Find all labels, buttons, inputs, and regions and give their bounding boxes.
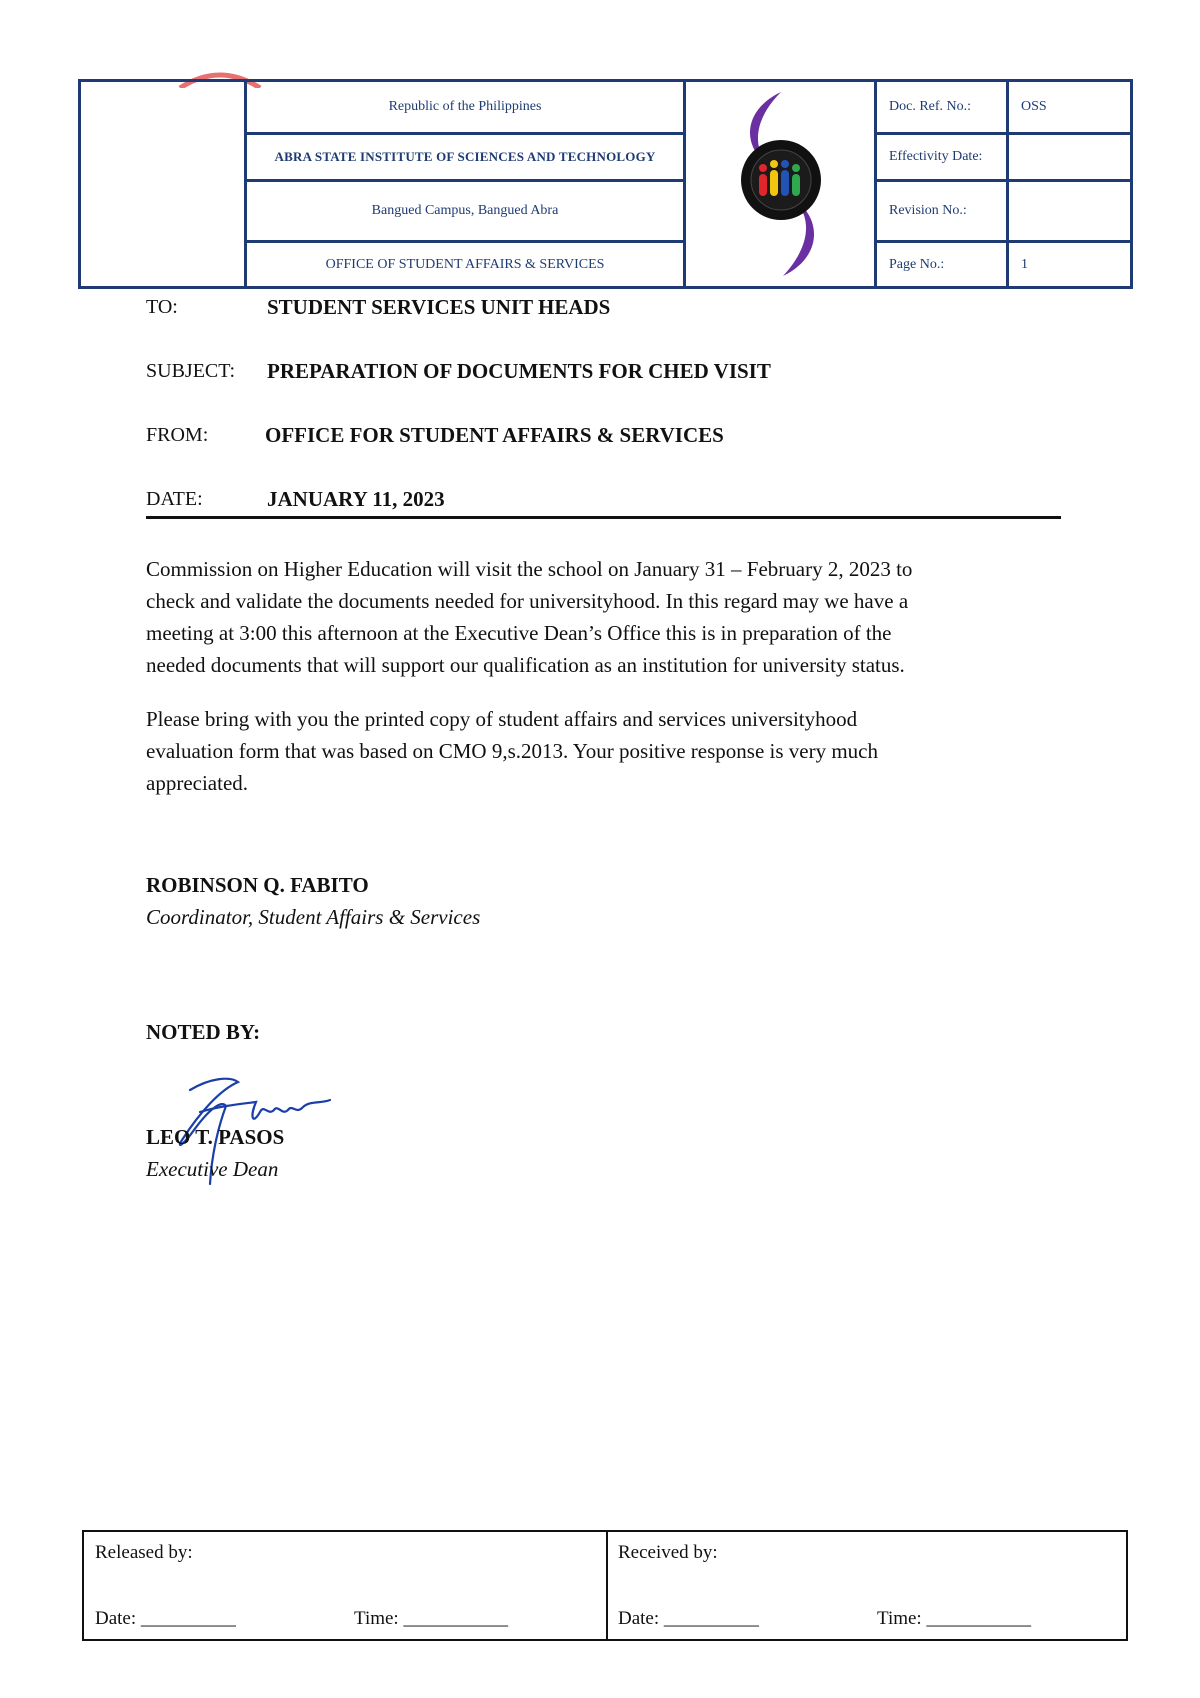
released-date: Date: __________ (95, 1608, 236, 1629)
from-label: FROM: (146, 424, 209, 446)
to-label: TO: (146, 296, 178, 318)
para2-line: evaluation form that was based on CMO 9,s.2013. Your positive response is very much (146, 739, 878, 763)
noted-by-label: NOTED BY: (146, 1020, 261, 1044)
date-label: DATE: (146, 488, 203, 510)
para2-line: appreciated. (146, 771, 249, 795)
para1-line: needed documents that will support our qualification as an institution for university status. (146, 653, 905, 677)
doc-ref-value: OSS (1021, 99, 1047, 114)
received-time: Time: ___________ (877, 1608, 1031, 1629)
header-table (78, 79, 1133, 289)
revision-value (1021, 182, 1130, 240)
institution-name: ABRA STATE INSTITUTE OF SCIENCES AND TECHNOLOGY (274, 149, 656, 164)
osas-logo (721, 86, 841, 282)
body-paragraph-1 (146, 553, 1066, 681)
para1-line: check and validate the documents needed for universityhood. In this regard may we have a (146, 589, 909, 613)
released-by-label: Released by: (95, 1542, 193, 1563)
page-value: 1 (1021, 256, 1028, 272)
noter-title: Executive Dean (146, 1157, 279, 1181)
effectivity-value (1021, 135, 1130, 179)
subject-value: PREPARATION OF DOCUMENTS FOR CHED VISIT (267, 359, 771, 383)
office-text: OFFICE OF STUDENT AFFAIRS & SERVICES (325, 256, 605, 272)
noter-name: LEO T. PASOS (146, 1125, 285, 1149)
routing-box (82, 1530, 1128, 1641)
para2-line: Please bring with you the printed copy of student affairs and services universityhood (146, 707, 858, 731)
body-paragraph-2 (146, 703, 1066, 799)
sender-name: ROBINSON Q. FABITO (146, 873, 369, 897)
released-time: Time: ___________ (354, 1608, 508, 1629)
date-value: JANUARY 11, 2023 (267, 487, 445, 511)
revision-label: Revision No.: (889, 203, 967, 218)
doc-ref-label: Doc. Ref. No.: (889, 99, 972, 114)
from-value: OFFICE FOR STUDENT AFFAIRS & SERVICES (265, 423, 724, 447)
sender-title: Coordinator, Student Affairs & Services (146, 905, 481, 929)
subject-label: SUBJECT: (146, 360, 236, 382)
memo-divider (146, 516, 1061, 519)
page-label: Page No.: (889, 256, 945, 272)
routing-divider (606, 1532, 608, 1639)
received-date: Date: __________ (618, 1608, 759, 1629)
campus-text: Bangued Campus, Bangued Abra (371, 203, 559, 218)
effectivity-label: Effectivity Date: (889, 149, 983, 164)
to-value: STUDENT SERVICES UNIT HEADS (267, 295, 611, 319)
para1-line: meeting at 3:00 this afternoon at the Executive Dean’s Office this is in preparation of the (146, 621, 892, 645)
republic-text: Republic of the Philippines (388, 99, 542, 114)
para1-line: Commission on Higher Education will visit the school on January 31 – February 2, 2023 to (146, 557, 913, 581)
received-by-label: Received by: (618, 1542, 718, 1563)
